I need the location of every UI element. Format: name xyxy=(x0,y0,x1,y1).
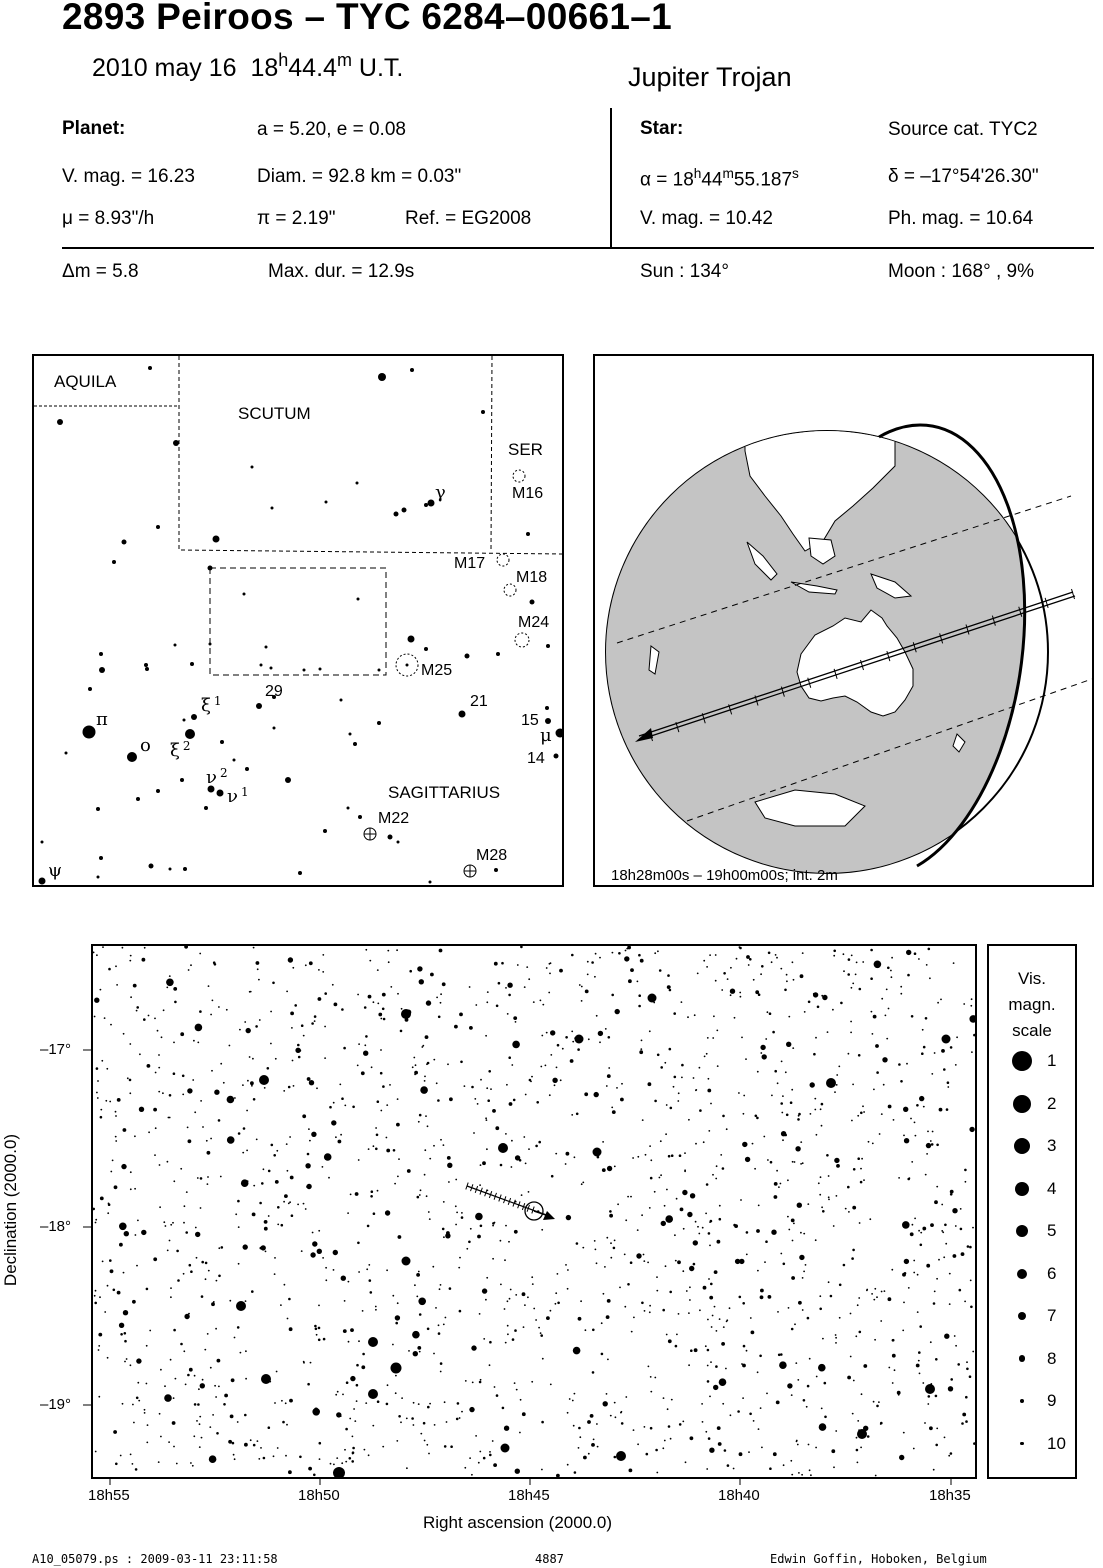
x-tick-18h40: 18h40 xyxy=(718,1487,760,1504)
label-29: 29 xyxy=(265,683,283,700)
finder-chart-svg xyxy=(34,356,562,885)
star-source-catalog: Source cat. TYC2 xyxy=(888,119,1038,140)
label-m18: M18 xyxy=(516,569,548,586)
label-xi2: ξ $^2$ xyxy=(170,739,191,761)
event-time-hours: 18 xyxy=(250,53,279,82)
y-axis-title: Declination (2000.0) xyxy=(1,1133,20,1287)
info-divider-horizontal xyxy=(62,247,1094,249)
label-m16: M16 xyxy=(512,485,544,502)
star-declination: δ = –17°54'26.30" xyxy=(888,166,1039,187)
scale-label-9: 9 xyxy=(1047,1391,1057,1410)
scale-label-2: 2 xyxy=(1047,1093,1057,1113)
scale-label-3: 3 xyxy=(1047,1136,1057,1155)
sun-elongation: Sun : 134° xyxy=(640,261,729,282)
label-nu2: ν $^2$ xyxy=(206,766,228,788)
label-psi: ψ xyxy=(48,860,63,881)
scale-dot-1 xyxy=(1012,1051,1032,1071)
scale-label-6: 6 xyxy=(1047,1263,1057,1283)
y-tick-19: –19° xyxy=(40,1396,72,1413)
scale-label-8: 8 xyxy=(1047,1348,1057,1368)
planet-vmag: V. mag. = 16.23 xyxy=(62,166,195,187)
scale-dot-9 xyxy=(1020,1399,1025,1404)
label-m25: M25 xyxy=(421,662,453,679)
globe-svg xyxy=(595,356,1092,885)
star-right-ascension: $\alpha = 18^h44^m55.187^s$ xyxy=(640,166,799,191)
planet-parallax: π = 2.19" xyxy=(257,208,336,229)
scale-dot-6 xyxy=(1017,1269,1027,1279)
event-time-minutes: 44.4 xyxy=(288,53,337,82)
constellation-scutum: SCUTUM xyxy=(238,404,311,423)
page-title: 2893 Peiroos – TYC 6284–00661–1 xyxy=(62,0,672,37)
globe-caption: 18h28m00s – 19h00m00s; int. 2m xyxy=(611,867,838,884)
scale-dot-7 xyxy=(1018,1312,1026,1320)
star-chart-ticks xyxy=(0,944,1000,1504)
delta-magnitude: Δm = 5.8 xyxy=(62,261,139,282)
planet-diameter: Diam. = 92.8 km = 0.03" xyxy=(257,166,462,187)
scale-dot-2 xyxy=(1013,1095,1031,1113)
x-tick-18h50: 18h50 xyxy=(298,1487,340,1504)
scale-label-7: 7 xyxy=(1047,1306,1057,1325)
finder-chart xyxy=(32,354,564,887)
x-tick-18h35: 18h35 xyxy=(929,1487,971,1504)
label-21: 21 xyxy=(470,693,488,710)
planet-motion: μ = 8.93"/h xyxy=(62,208,155,229)
label-xi1: ξ $^1$ xyxy=(201,694,222,716)
footer-author: Edwin Goffin, Hoboken, Belgium xyxy=(770,1552,987,1566)
planet-orbit: a = 5.20, e = 0.08 xyxy=(257,119,406,140)
constellation-ser: SER xyxy=(508,440,543,459)
planet-heading: Planet: xyxy=(62,118,126,139)
planet-reference: Ref. = EG2008 xyxy=(405,208,532,229)
event-datetime: 2010 may 16 18$^h$44.4$^m$ U.T. xyxy=(92,50,404,82)
scale-title: Vis. magn. scale xyxy=(1008,969,1056,1040)
star-heading: Star: xyxy=(640,118,684,139)
scale-dot-8 xyxy=(1019,1355,1026,1362)
label-m24: M24 xyxy=(518,614,550,631)
label-15: 15 xyxy=(521,712,539,729)
scale-label-10: 10 xyxy=(1047,1433,1066,1453)
label-omicron: ο xyxy=(140,735,151,756)
max-duration: Max. dur. = 12.9s xyxy=(268,261,415,282)
scale-dot-4 xyxy=(1015,1182,1029,1196)
label-m22: M22 xyxy=(378,810,410,827)
label-pi: π xyxy=(96,709,108,730)
x-tick-18h45: 18h45 xyxy=(508,1487,550,1504)
scale-dot-5 xyxy=(1016,1225,1028,1237)
label-nu1: ν $^1$ xyxy=(227,785,249,807)
scale-dot-10 xyxy=(1020,1442,1023,1445)
footer-file: A10_05079.ps : 2009-03-11 23:11:58 xyxy=(32,1552,278,1566)
scale-label-5: 5 xyxy=(1047,1221,1057,1240)
moon-info: Moon : 168° , 9% xyxy=(888,261,1034,282)
label-gamma: γ xyxy=(435,482,446,503)
y-tick-18: –18° xyxy=(40,1218,72,1235)
magnitude-scale xyxy=(987,944,1077,1479)
scale-label-4: 4 xyxy=(1047,1178,1057,1198)
constellation-aquila: AQUILA xyxy=(54,372,117,391)
scale-dot-3 xyxy=(1014,1138,1030,1154)
x-tick-18h55: 18h55 xyxy=(88,1487,130,1504)
object-class: Jupiter Trojan xyxy=(628,62,792,92)
info-divider-vertical xyxy=(610,108,612,248)
event-date: 2010 may 16 xyxy=(92,53,237,82)
constellation-sagittarius: SAGITTARIUS xyxy=(388,783,501,802)
star-phmag: Ph. mag. = 10.64 xyxy=(888,208,1034,229)
x-axis-title: Right ascension (2000.0) xyxy=(423,1513,613,1532)
y-tick-17: –17° xyxy=(40,1041,72,1058)
globe-panel xyxy=(593,354,1094,887)
scale-label-1: 1 xyxy=(1047,1051,1057,1070)
label-m28: M28 xyxy=(476,847,508,864)
footer-id: 4887 xyxy=(535,1552,564,1566)
event-time-suffix: U.T. xyxy=(358,53,404,82)
label-14: 14 xyxy=(527,750,545,767)
label-mu: μ xyxy=(540,725,552,746)
label-m17: M17 xyxy=(454,555,486,572)
star-vmag: V. mag. = 10.42 xyxy=(640,208,773,229)
